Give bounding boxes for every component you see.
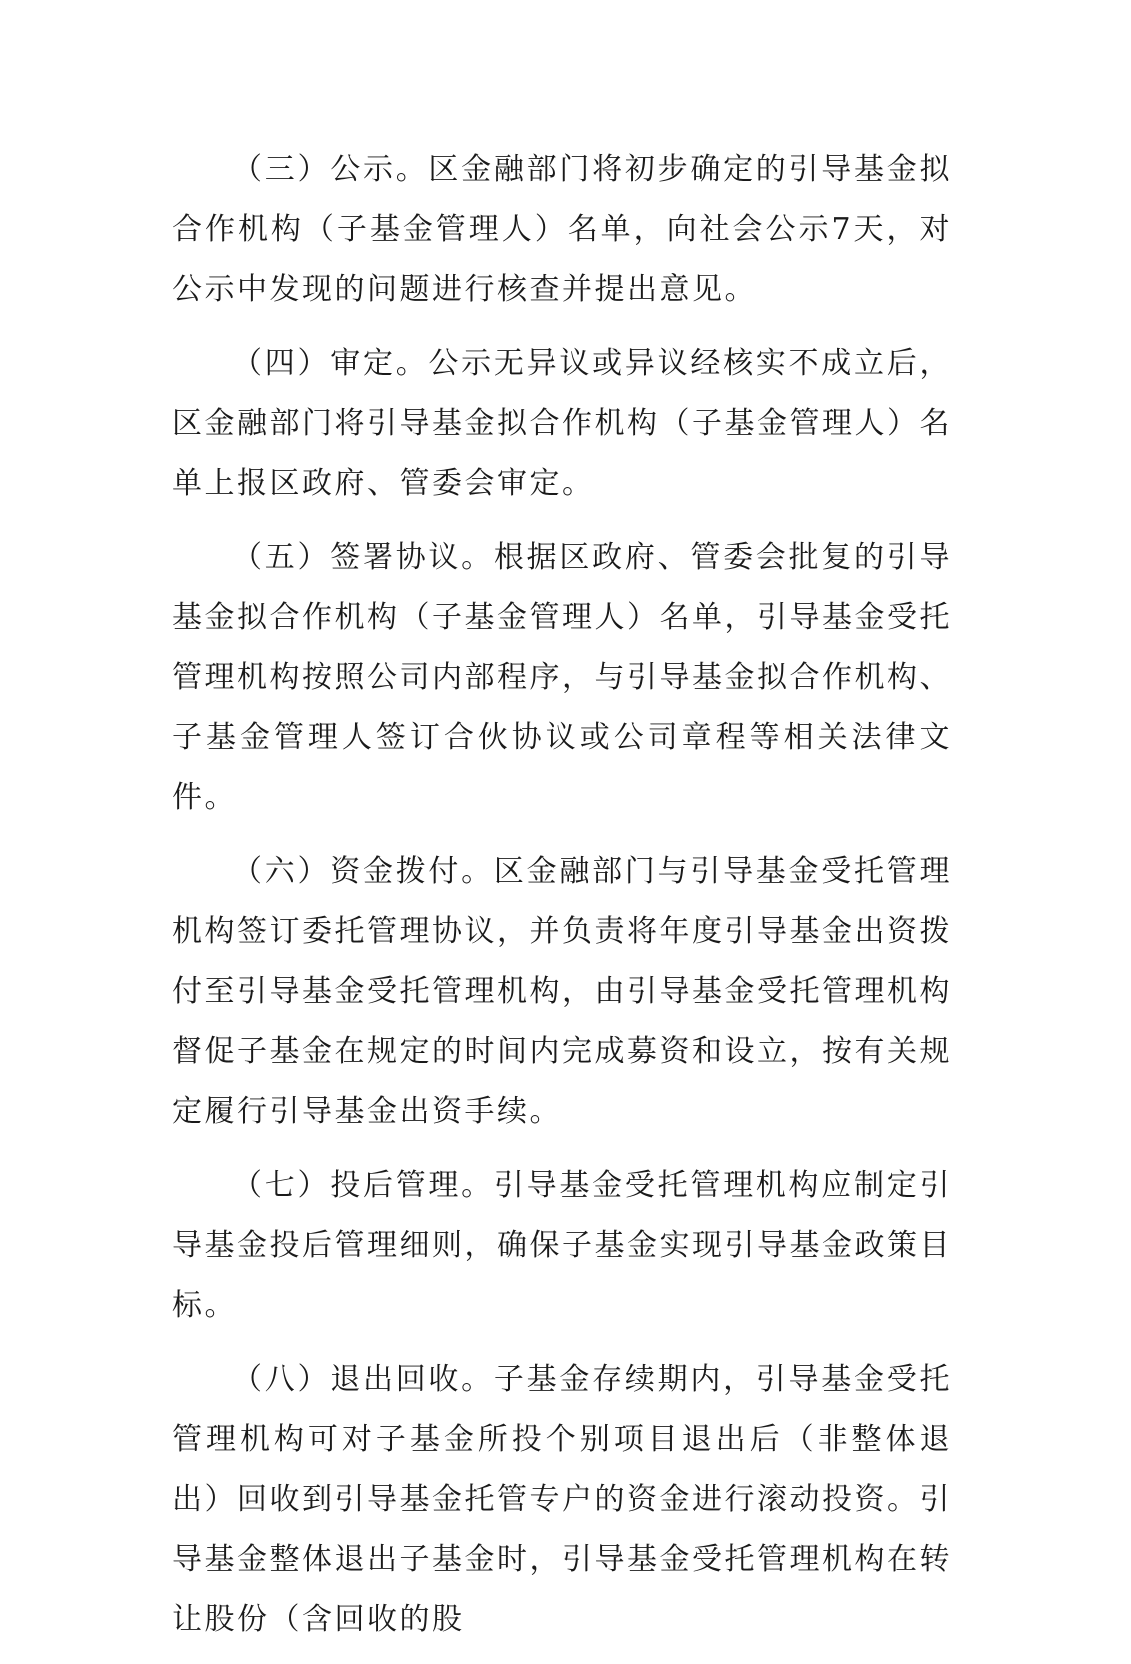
paragraph-exit-recovery: （八）退出回收。子基金存续期内，引导基金受托管理机构可对子基金所投个别项目退出后（非整体退出）回收到引导基金托管专户的资金进行滚动投资。引导基金整体退出子基金时，引导基金受托管理机构在转让股份（含回收的股	[172, 1362, 952, 1637]
paragraph-sign-agreement: （五）签署协议。根据区政府、管委会批复的引导基金拟合作机构（子基金管理人）名单，引导基金受托管理机构按照公司内部程序，与引导基金拟合作机构、子基金管理人签订合伙协议或公司章程等相关法律文件。	[172, 540, 952, 815]
paragraph-publicity: （三）公示。区金融部门将初步确定的引导基金拟合作机构（子基金管理人）名单，向社会公示7天，对公示中发现的问题进行核查并提出意见。	[172, 152, 952, 307]
paragraph-approval: （四）审定。公示无异议或异议经核实不成立后，区金融部门将引导基金拟合作机构（子基金管理人）名单上报区政府、管委会审定。	[172, 346, 952, 501]
paragraph-post-investment: （七）投后管理。引导基金受托管理机构应制定引导基金投后管理细则，确保子基金实现引导基金政策目标。	[172, 1168, 952, 1323]
document-body	[172, 140, 952, 1664]
paragraph-fund-disbursement: （六）资金拨付。区金融部门与引导基金受托管理机构签订委托管理协议，并负责将年度引导基金出资拨付至引导基金受托管理机构，由引导基金受托管理机构督促子基金在规定的时间内完成募资和设立，按有关规定履行引导基金出资手续。	[172, 854, 952, 1129]
